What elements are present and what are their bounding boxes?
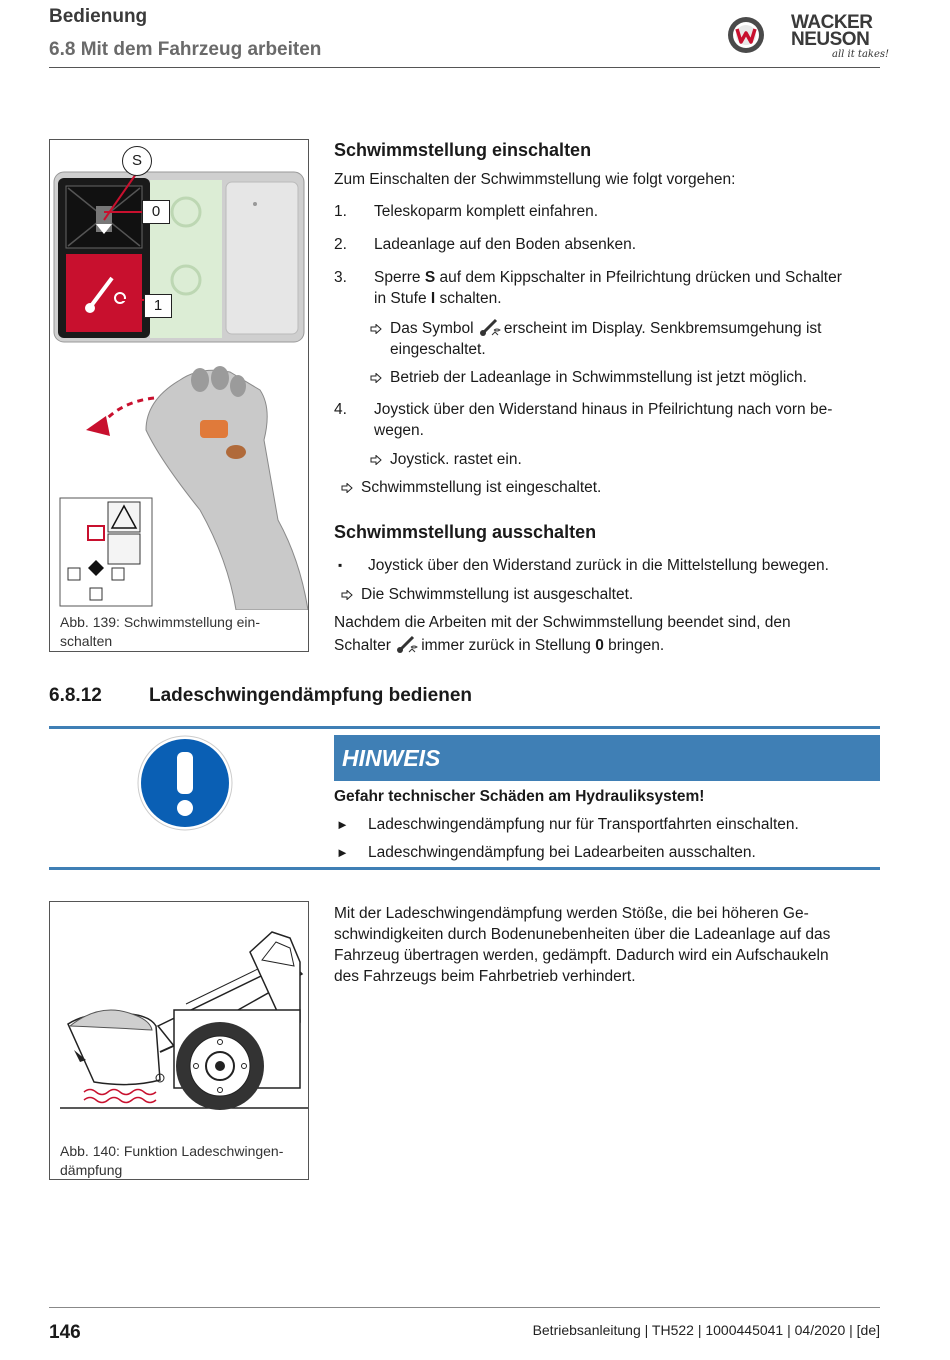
heading-schwimm-aus: Schwimmstellung ausschalten [334, 522, 597, 542]
wacker-logo-icon [727, 16, 765, 54]
triangle-bullet-icon: ► [336, 817, 349, 832]
result-arrow-icon [370, 455, 382, 465]
result-arrow-icon [370, 373, 382, 383]
notice-subtitle: Gefahr technischer Schäden am Hydrauliksystem! [334, 788, 705, 805]
bullet-square-icon: ▪ [338, 558, 343, 572]
joystick-switch-illustration [50, 140, 308, 610]
result-arrow-icon [341, 590, 353, 600]
note-text: Nachdem die Arbeiten mit der Schwimmstellung beendet sind, den Schalter immer zurück in Stellung 0 bringen. [334, 614, 791, 654]
chapter-title: Bedienung [49, 6, 148, 27]
notice-title-bar: HINWEIS [334, 735, 880, 781]
notice-top-rule [49, 726, 880, 729]
triangle-bullet-icon: ► [336, 845, 349, 860]
label-0: 0 [142, 200, 170, 224]
mandatory-exclamation-icon [136, 734, 234, 832]
brand-slogan: all it takes! [832, 49, 890, 60]
label-1: 1 [144, 294, 172, 318]
figure-140 [49, 901, 309, 1180]
page-number: 146 [49, 1322, 81, 1343]
header-divider [49, 67, 880, 68]
damping-description: Mit der Ladeschwingendämpfung werden Stöße, die bei höheren Ge- schwindigkeiten durch Bodenunebenheiten über die Ladeanlage auf das Fahrzeug übertragen werden, gedämpft. Dadurch wird ein Aufschaukeln des Fahrzeugs beim Fahrbetrieb verhindert. [334, 905, 831, 985]
heading-schwimm-ein: Schwimmstellung einschalten [334, 140, 592, 160]
result-4: Joystick. rastet ein. [370, 449, 522, 470]
notice-bottom-rule [49, 867, 880, 870]
final-result: Schwimmstellung ist eingeschaltet. [341, 477, 601, 498]
figure-140-caption: Abb. 140: Funktion Ladeschwingen- dämpfung [60, 1143, 284, 1178]
section-heading: Ladeschwingendämpfung bedienen [149, 685, 473, 706]
section-number: 6.8.12 [49, 685, 102, 706]
brand-logo: WACKER NEUSON [791, 12, 873, 50]
label-s: S [122, 146, 152, 176]
result-arrow-icon [341, 483, 353, 493]
document-info: Betriebsanleitung | TH522 | 1000445041 | 04/2020 | [de] [532, 1322, 880, 1338]
section-title: 6.8 Mit dem Fahrzeug arbeiten [49, 39, 322, 60]
result-3b: Betrieb der Ladeanlage in Schwimmstellung ist jetzt möglich. [370, 367, 807, 388]
figure-139 [49, 139, 309, 652]
result-aus: Die Schwimmstellung ist ausgeschaltet. [341, 584, 633, 605]
float-position-symbol-icon [478, 316, 504, 338]
float-position-symbol-icon [395, 633, 421, 655]
figure-139-caption: Abb. 139: Schwimmstellung ein- schalten [60, 614, 260, 649]
result-3a: Das Symbol erscheint im Display. Senkbremsumgehung ist eingeschaltet. [370, 316, 880, 360]
intro-text: Zum Einschalten der Schwimmstellung wie folgt vorgehen: [334, 171, 736, 188]
result-arrow-icon [370, 324, 382, 334]
loader-damping-illustration [50, 902, 308, 1117]
footer-divider [49, 1307, 880, 1308]
